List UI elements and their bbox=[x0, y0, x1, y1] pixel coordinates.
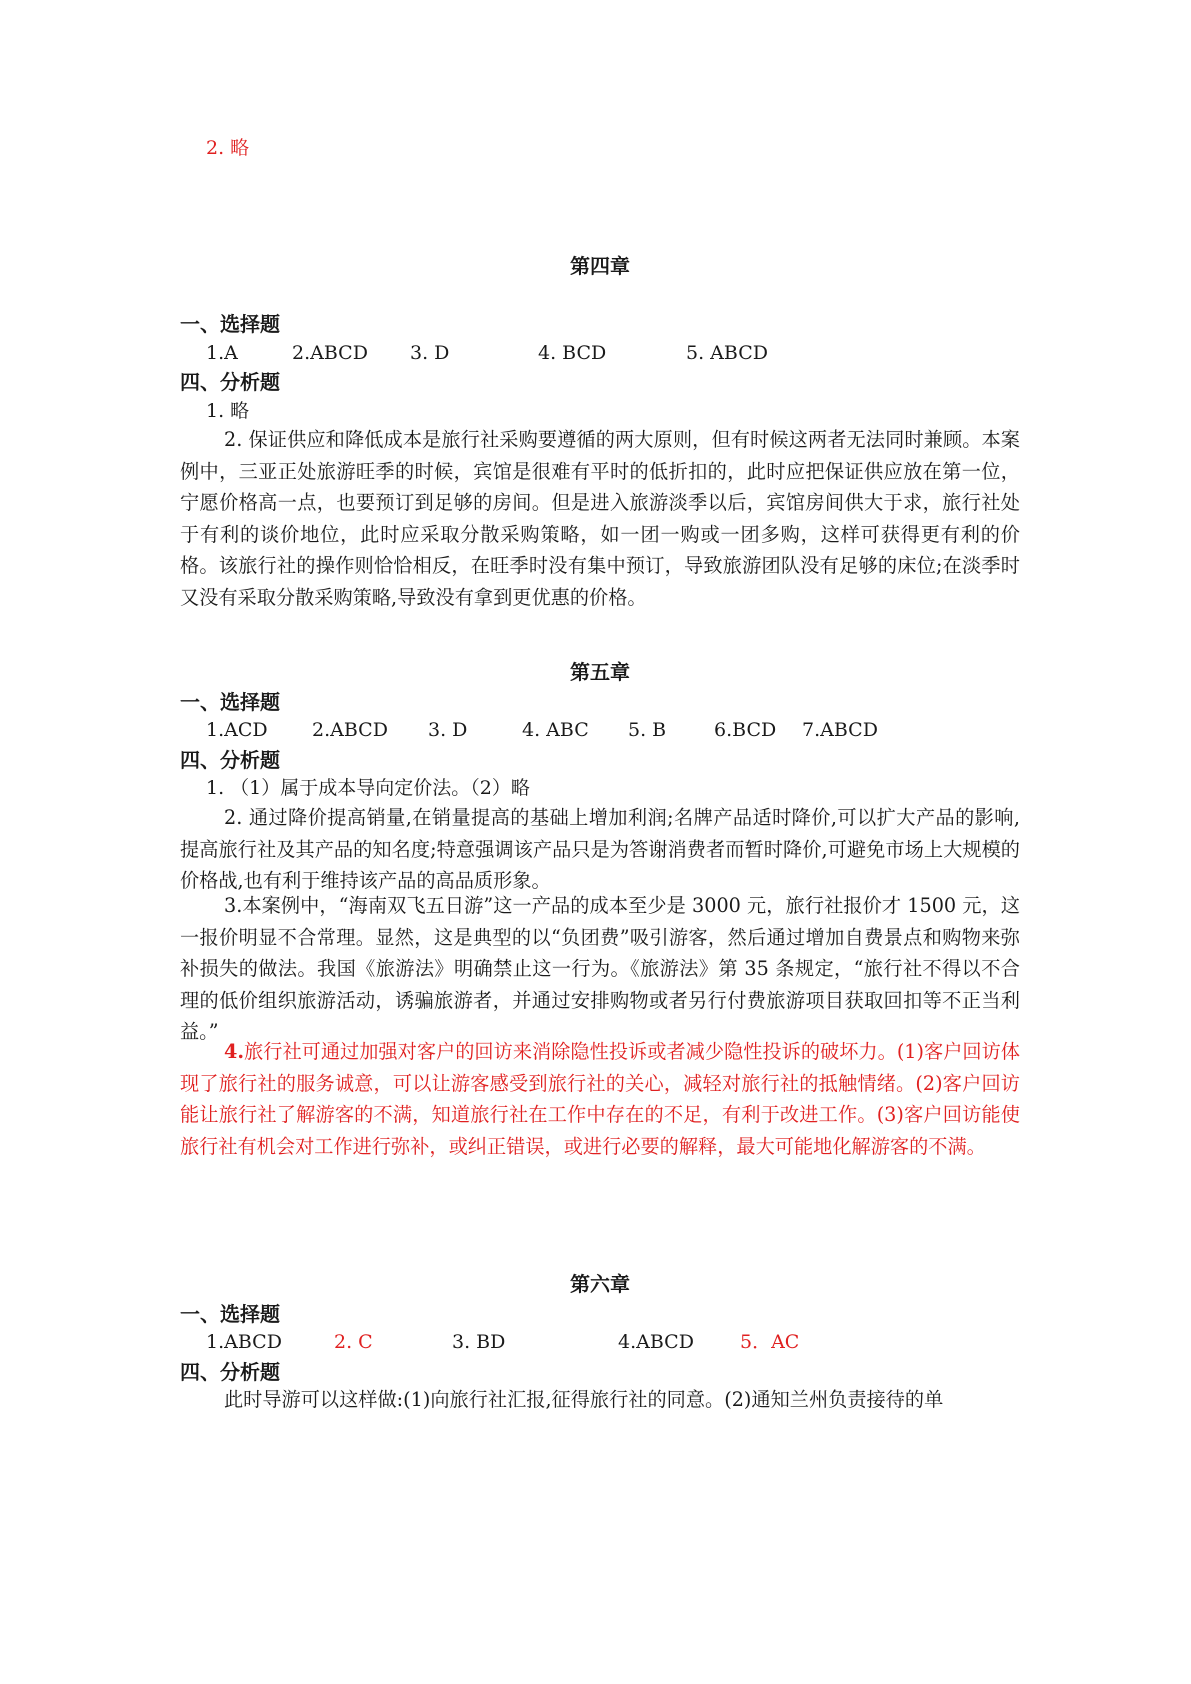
ch6-answer-5: 5．AC bbox=[740, 1331, 800, 1353]
ch5-analysis-4 bbox=[180, 1036, 1020, 1162]
ch5-answer-4: 4. ABC bbox=[522, 719, 589, 741]
ch4-answer-1: 1.A bbox=[206, 342, 238, 364]
ch6-section-choice: 一、选择题 bbox=[180, 1302, 280, 1326]
ch5-analysis-3: 3.本案例中，“海南双飞五日游”这一产品的成本至少是 3000 元，旅行社报价才 1500 元，这一报价明显不合常理。显然，这是典型的以“负团费”吸引游客，然后通过增加自费景点和购物来弥补损失的做法。我国《旅游法》明确禁止这一行为。《旅游法》第 35 条规定，“旅行社不得以不合理的低价组织旅游活动，诱骗旅游者，并通过安排购物或者另行付费旅游项目获取回扣等不正当利益。” bbox=[180, 894, 1020, 1043]
ch5-answer-6: 6.BCD bbox=[714, 719, 777, 741]
ch6-answer-2: 2. C bbox=[334, 1331, 373, 1353]
ch5-analysis-4-text: 旅行社可通过加强对客户的回访来消除隐性投诉或者减少隐性投诉的破坏力。(1)客户回访体现了旅行社的服务诚意，可以让游客感受到旅行社的关心，减轻对旅行社的抵触情绪。(2)客户回访能让旅行社了解游客的不满，知道旅行社在工作中存在的不足，有利于改进工作。(3)客户回访能使旅行社有机会对工作进行弥补，或纠正错误，或进行必要的解释，最大可能地化解游客的不满。 bbox=[180, 1040, 1020, 1158]
ch6-analysis-1: 此时导游可以这样做:(1)向旅行社汇报,征得旅行社的同意。(2)通知兰州负责接待的单 bbox=[224, 1388, 944, 1411]
ch4-answer-4: 4. BCD bbox=[538, 342, 607, 364]
ch4-section-choice: 一、选择题 bbox=[180, 312, 280, 336]
ch5-analysis-1: 1. （1）属于成本导向定价法。（2）略 bbox=[206, 777, 530, 799]
ch5-answer-1: 1.ACD bbox=[206, 719, 268, 741]
ch5-section-choice: 一、选择题 bbox=[180, 690, 280, 714]
ch6-answer-3: 3. BD bbox=[452, 1331, 506, 1353]
ch5-analysis-2: 2. 通过降价提高销量,在销量提高的基础上增加利润;名牌产品适时降价,可以扩大产品的影响,提高旅行社及其产品的知名度;特意强调该产品只是为答谢消费者而暂时降价,可避免市场上大规模的价格战,也有利于维持该产品的高品质形象。 bbox=[180, 806, 1020, 892]
ch5-answer-3: 3. D bbox=[428, 719, 468, 741]
ch5-answer-2: 2.ABCD bbox=[312, 719, 388, 741]
ch6-section-analysis: 四、分析题 bbox=[180, 1360, 280, 1384]
ch4-answer-3: 3. D bbox=[410, 342, 450, 364]
ch5-answer-7: 7.ABCD bbox=[802, 719, 878, 741]
ch4-analysis-2: 2. 保证供应和降低成本是旅行社采购要遵循的两大原则，但有时候这两者无法同时兼顾。本案例中，三亚正处旅游旺季的时候，宾馆是很难有平时的低折扣的，此时应把保证供应放在第一位，宁愿价格高一点，也要预订到足够的房间。但是进入旅游淡季以后，宾馆房间供大于求，旅行社处于有利的谈价地位，此时应采取分散采购策略，如一团一购或一团多购，这样可获得更有利的价格。该旅行社的操作则恰恰相反，在旺季时没有集中预订，导致旅游团队没有足够的床位;在淡季时又没有采取分散采购策略,导致没有拿到更优惠的价格。 bbox=[180, 428, 1020, 609]
chapter-4-title: 第四章 bbox=[570, 254, 630, 278]
chapter-6-title: 第六章 bbox=[570, 1272, 630, 1296]
ch5-analysis-4-number: 4. bbox=[224, 1040, 245, 1063]
chapter-5-title: 第五章 bbox=[570, 660, 630, 684]
ch4-analysis-1: 1. 略 bbox=[206, 400, 250, 422]
ch5-section-analysis: 四、分析题 bbox=[180, 748, 280, 772]
ch5-answer-5: 5. B bbox=[628, 719, 667, 741]
ch6-answer-4: 4.ABCD bbox=[618, 1331, 694, 1353]
top-item: 2. 略 bbox=[206, 137, 250, 159]
ch6-answer-1: 1.ABCD bbox=[206, 1331, 282, 1353]
ch4-answer-2: 2.ABCD bbox=[292, 342, 368, 364]
ch4-answer-5: 5. ABCD bbox=[686, 342, 768, 364]
ch4-section-analysis: 四、分析题 bbox=[180, 370, 280, 394]
